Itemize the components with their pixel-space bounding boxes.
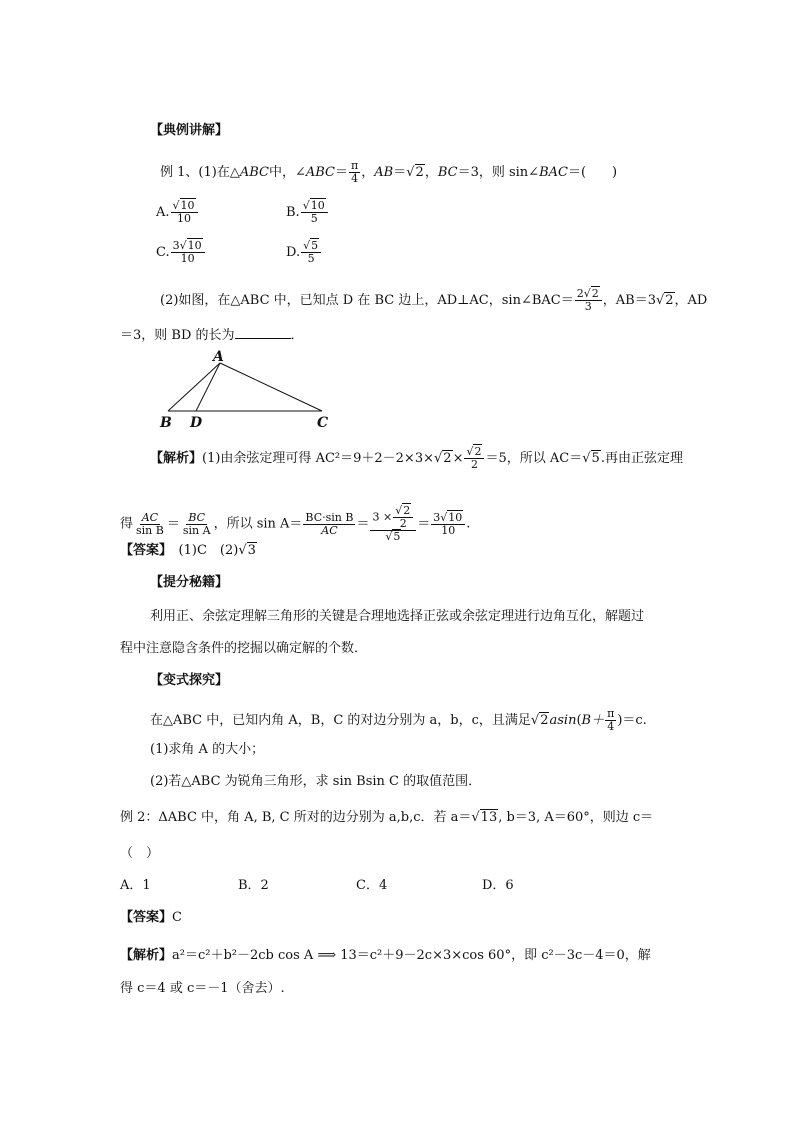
label-a: A (213, 349, 224, 365)
label-c: C (317, 415, 329, 430)
section-title: 【典例讲解】 (150, 123, 229, 138)
triangle-figure (150, 345, 350, 430)
solution1-line1: 【解析】(1)由余弦定理可得 AC²＝9＋2－2×3×√2× $\frac{√2}{2}$ ＝5，所以 AC＝√5.再由正弦定理 (150, 445, 683, 471)
option-c: C. $\frac{3√10}{10}$ (156, 240, 206, 265)
tips-line1: 利用正、余弦定理解三角形的关键是合理地选择正弦或余弦定理进行边角互化，解题过 (150, 609, 645, 624)
label-b: B (160, 415, 172, 430)
example1-part2-line1: (2)如图，在△ABC 中，已知点 D 在 BC 边上，AD⊥AC，sin∠BAC＝ $\frac{2√2}{3}$ ，AB＝3√2，AD (160, 287, 708, 313)
option-d: D. $\frac{√5}{5}$ (286, 240, 322, 265)
answer1: 【答案】 (1)C (2)√3 (120, 543, 256, 558)
variant-line1: 在△ABC 中，已知内角 A，B，C 的对边分别为 a，b，c，且满足√2asin(B＋ $\frac{\pi}{4}$ )＝c. (150, 707, 647, 733)
tips-title: 【提分秘籍】 (150, 575, 229, 590)
option-a: A. $\frac{√10}{10}$ (156, 200, 199, 225)
example2-option-d: D．6 (482, 878, 514, 893)
example2-paren: （ ） (120, 846, 160, 861)
example2-question: 例 2：ΔABC 中，角 A, B, C 所对的边分别为 a,b,c．若 a＝√13, b＝3, A＝60°，则边 c＝ (120, 810, 654, 825)
example1-question: 例 1、(1)在△ABC中，∠ABC＝ $\frac{\pi}{4}$ ，AB＝√2，BC＝3，则 sin∠BAC＝( ) (160, 159, 618, 185)
variant-title: 【变式探究】 (150, 673, 229, 688)
label-d: D (190, 415, 203, 430)
example2-solution-line2: 得 c＝4 或 c＝－1（舍去）. (120, 981, 285, 996)
tips-line2: 程中注意隐含条件的挖掘以确定解的个数． (120, 641, 368, 656)
example2-solution-line1: 【解析】a²＝c²＋b²－2cb cos A ⟹ 13＝c²＋9－2c×3×cos 60°，即 c²－3c－4＝0，解 (120, 948, 651, 963)
side-ab (168, 363, 220, 411)
side-ac (220, 363, 322, 411)
option-b: B. $\frac{√10}{5}$ (286, 200, 329, 225)
example2-option-a: A．1 (120, 878, 151, 893)
example1-part2-line2: ＝3，则 BD 的长为 ． (120, 328, 304, 343)
example2-option-c: C．4 (356, 878, 388, 893)
variant-q2: (2)若△ABC 为锐角三角形，求 sin Bsin C 的取值范围． (150, 774, 482, 789)
answer-blank (235, 326, 291, 339)
side-ad (196, 363, 220, 411)
pi-over-4: $\frac{\pi}{4}$ (351, 159, 359, 185)
example2-option-b: B．2 (238, 878, 269, 893)
solution1-line2: 得 $\frac{AC}{\text{sin B}}$ ＝ $\frac{BC}{\text{sin A}}$ ，所以 sin A＝ $\frac{\text{BC·sin B}}{AC}$ ＝ 3 × $\frac{√2}{2}$ √5 ＝ $\frac{3√10}{10}$ . (120, 504, 471, 543)
example2-answer: 【答案】C (120, 910, 182, 925)
variant-q1: (1)求角 A 的大小； (150, 742, 265, 757)
